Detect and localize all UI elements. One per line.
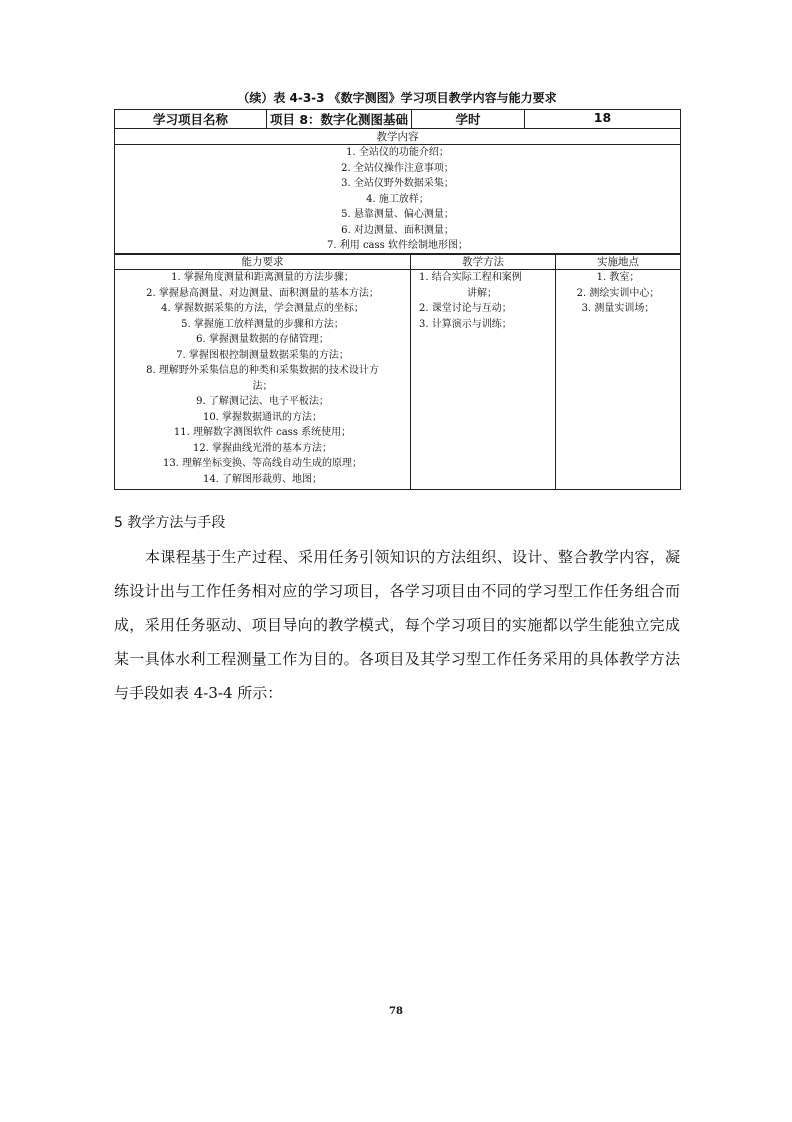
content-title: 教学内容 [115,129,681,145]
ability-item: 6. 掌握测量数据的存储管理； [196,334,329,345]
content-item: 1. 全站仪的功能介绍； [346,147,449,158]
content-item: 6. 对边测量、面积测量； [341,224,454,236]
body-paragraph: 本课程基于生产过程、采用任务引领知识的方法组织、设计、整合教学内容，凝练设计出与工作任务相对应的学习项目，各学习项目由不同的学习型工作任务组合而成，采用任务驱动、项目导向的教学模式，每个学习项目的实施都以学生能独立完成某一具体水利工程测量工作为目的。各项目及其学习型工作任务采用的具体教学方法与手段如表 4-3-4 所示： [114,548,680,702]
ability-header: 能力要求 [115,254,411,270]
section-heading: 5 教学方法与手段 [114,515,226,531]
column-header-row [115,254,681,270]
ability-item: 9. 了解测记法、电子平板法； [196,396,329,407]
content-list [115,145,681,255]
ability-item: 1. 掌握角度测量和距离测量的方法步骤； [171,272,354,283]
ability-item: 13. 理解坐标变换、等高线自动生成的原理； [162,458,363,469]
page-number: 78 [389,1006,403,1017]
ability-item: 14. 了解图形裁剪、地图； [202,473,323,485]
ability-item: 2. 掌握悬高测量、对边测量、面积测量的基本方法； [146,287,379,299]
content-item: 2. 全站仪操作注意事项； [341,162,454,174]
table-header-row [115,110,681,129]
method-header: 教学方法 [411,254,556,270]
hours-label: 学时 [412,110,525,129]
ability-item: 12. 掌握曲线光滑的基本方法； [192,442,333,454]
ability-item: 4. 掌握数据采集的方法，学会测量点的坐标； [161,303,364,314]
content-title-row [115,129,681,145]
place-item: 3. 测量实训场； [581,303,655,314]
course-table [114,109,681,255]
detail-row [115,270,681,490]
content-item: 3. 全站仪野外数据采集； [341,178,454,189]
project-name-label: 学习项目名称 [115,110,267,129]
method-list [411,270,556,490]
ability-item: 7. 掌握图根控制测量数据采集的方法； [176,349,349,361]
content-item: 4. 施工放样； [366,193,429,205]
content-row [115,145,681,255]
place-header: 实施地点 [556,254,681,270]
ability-table [114,253,681,490]
method-item: 1. 结合实际工程和案例 [419,272,522,283]
place-item: 1. 教室； [596,272,640,283]
method-item: 讲解； [467,287,497,299]
content-item: 7. 利用 cass 软件绘制地形图； [327,240,468,251]
ability-item: 法； [252,380,273,392]
ability-item: 8. 理解野外采集信息的种类和采集数据的技术设计方 [146,365,379,376]
content-item: 5. 悬靠测量、偏心测量； [341,209,454,220]
place-item: 2. 测绘实训中心； [576,287,660,299]
ability-item: 11. 理解数字测图软件 cass 系统使用； [173,427,352,438]
hours-value: 18 [525,110,681,129]
project-name-value: 项目 8：数字化测图基础 [267,110,412,129]
ability-item: 5. 掌握施工放样测量的步骤和方法； [181,318,344,330]
method-item: 2. 课堂讨论与互动； [419,303,512,314]
ability-item: 10. 掌握数据通讯的方法； [202,411,323,423]
method-item: 3. 计算演示与训练； [419,318,512,330]
table-caption: （续）表 4-3-3 《数字测图》学习项目教学内容与能力要求 [237,91,557,105]
place-list [556,270,681,490]
ability-list [115,270,411,490]
